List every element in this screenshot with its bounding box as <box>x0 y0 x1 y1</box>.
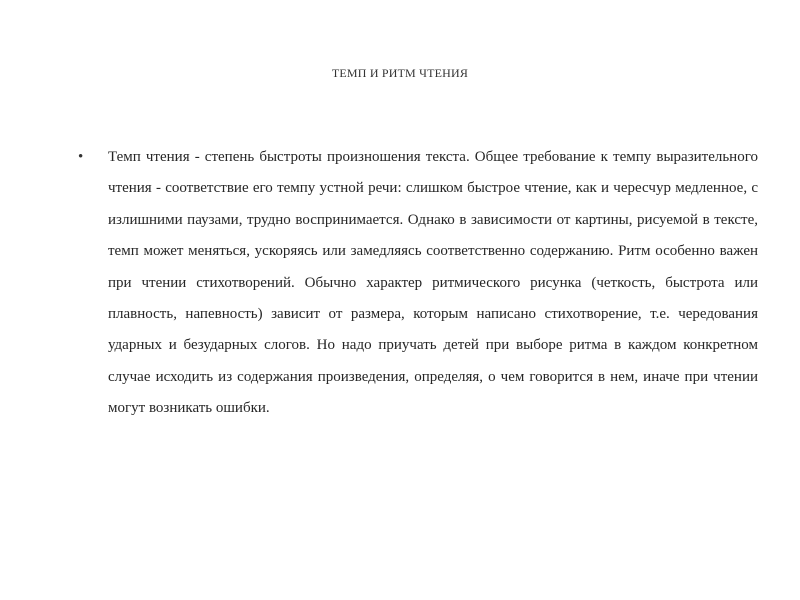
bullet-dot-icon: • <box>78 149 84 165</box>
bullet-item <box>78 142 758 425</box>
slide-title: ТЕМП И РИТМ ЧТЕНИЯ <box>331 66 469 80</box>
bullet-text: Темп чтения - степень быстроты произношения текста. Общее требование к темпу выразительного чтения - соответствие его темпу устной речи: слишком быстрое чтение, как и чересчур медленное, с излишними паузами, трудно воспринимается. Однако в зависимости от картины, рисуемой в тексте, темп может меняться, ускоряясь или замедляясь соответственно содержанию. Ритм особенно важен при чтении стихотворений. Обычно характер ритмического рисунка (четкость, быстрота или плавность, напевность) зависит от размера, которым написано стихотворение, т.е. чередования ударных и безударных слогов. Но надо приучать детей при выборе ритма в каждом конкретном случае исходить из содержания произведения, определяя, о чем говорится в нем, иначе при чтении могут возникать ошибки. <box>108 149 758 417</box>
bullet-list <box>78 142 758 425</box>
